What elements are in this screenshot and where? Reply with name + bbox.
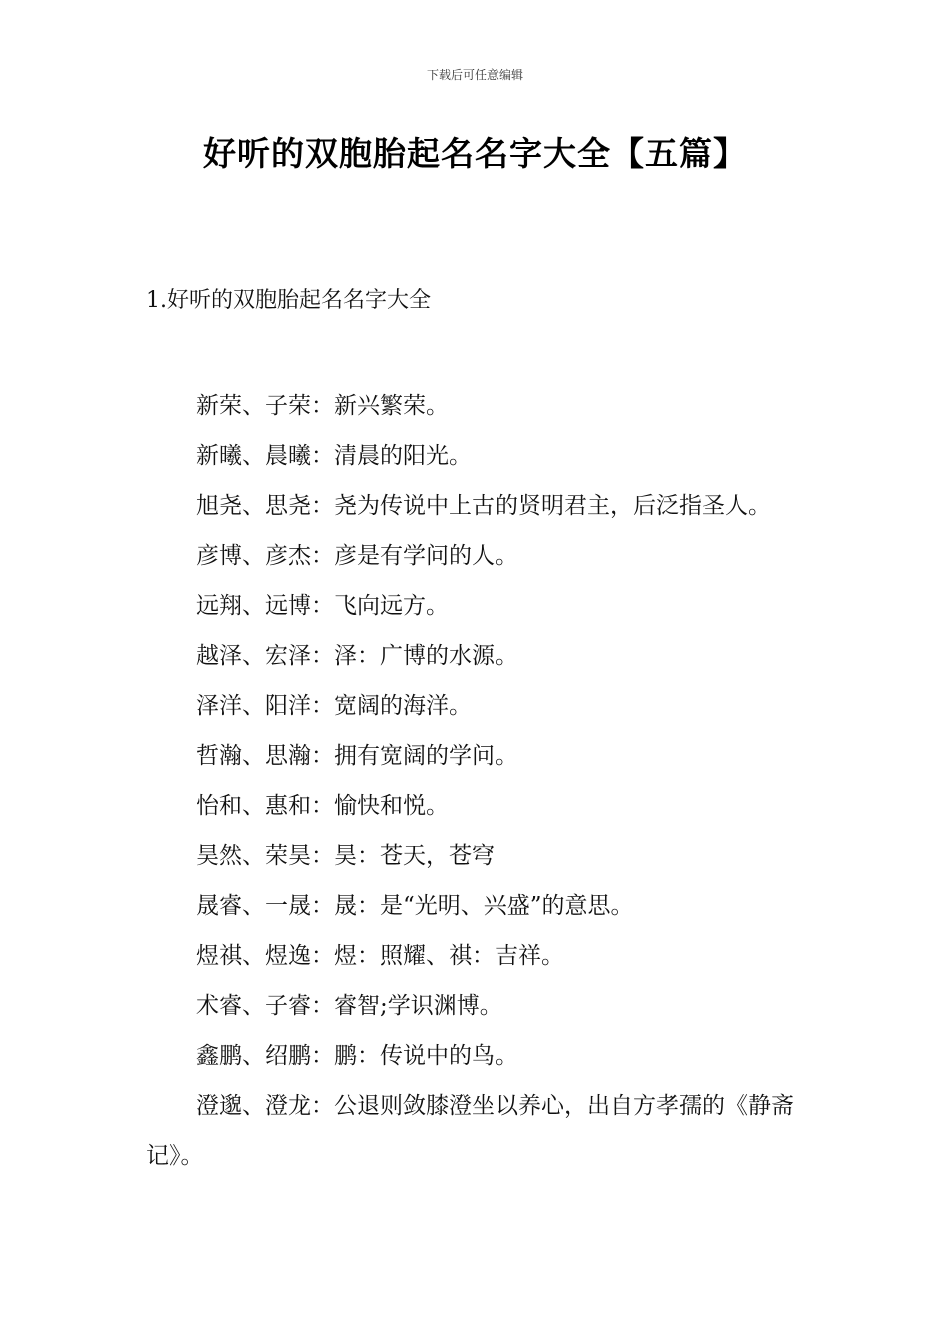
list-item: 泽洋、阳洋：宽阔的海洋。 — [196, 693, 472, 719]
list-item: 远翔、远博：飞向远方。 — [196, 593, 449, 619]
list-item: 新荣、子荣：新兴繁荣。 — [196, 393, 449, 419]
list-item: 鑫鹏、绍鹏：鹏：传说中的鸟。 — [196, 1043, 518, 1069]
list-item: 哲瀚、思瀚：拥有宽阔的学问。 — [196, 743, 518, 769]
list-item: 煜祺、煜逸：煜：照耀、祺：吉祥。 — [196, 943, 564, 969]
list-item: 术睿、子睿：睿智;学识渊博。 — [196, 993, 503, 1019]
document-title: 好听的双胞胎起名名字大全【五篇】 — [203, 134, 747, 173]
list-item: 怡和、惠和：愉快和悦。 — [196, 793, 449, 819]
list-item: 昊然、荣昊：昊：苍天，苍穹 — [196, 843, 495, 869]
list-item: 晟睿、一晟：晟：是“光明、兴盛”的意思。 — [196, 893, 634, 919]
list-item: 澄邈、澄龙：公退则敛膝澄坐以养心，出自方孝孺的《静斋记》。 — [146, 1093, 794, 1169]
header-note: 下载后可任意编辑 — [426, 68, 523, 82]
list-item: 彦博、彦杰：彦是有学问的人。 — [196, 543, 518, 569]
section-heading: 1.好听的双胞胎起名名字大全 — [146, 288, 431, 313]
list-item: 新曦、晨曦：清晨的阳光。 — [196, 443, 472, 469]
list-item: 旭尧、思尧：尧为传说中上古的贤明君主，后泛指圣人。 — [196, 493, 771, 519]
list-item: 越泽、宏泽：泽：广博的水源。 — [196, 643, 518, 669]
name-entries-list — [146, 381, 810, 1181]
